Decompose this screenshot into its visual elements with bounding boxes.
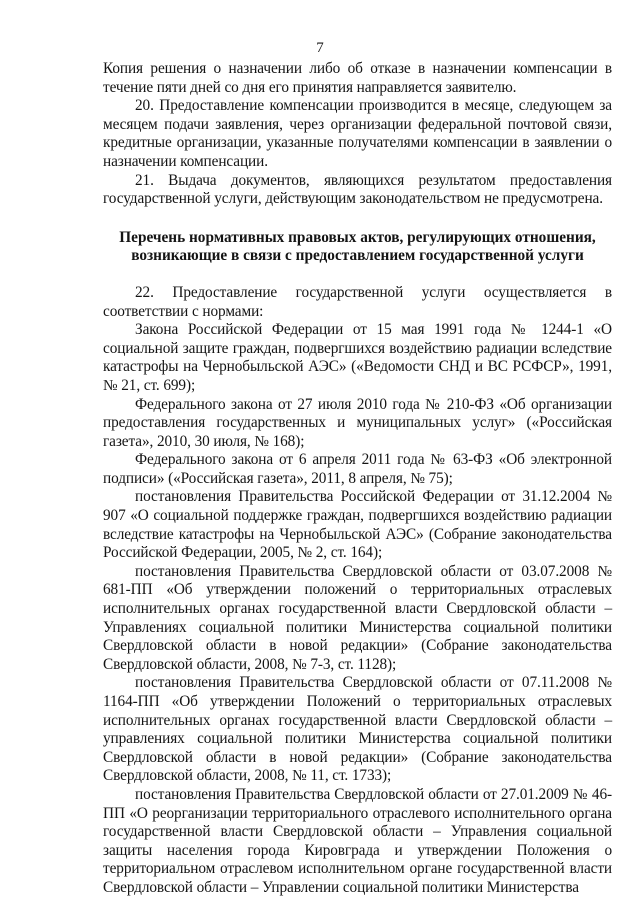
law-63-fz: Федерального закона от 6 апреля 2011 года № 63-ФЗ «Об электронной подписи» («Российская газета», 2011, 8 апреля, № 75); [103,451,612,487]
decree-1164-pp: постановления Правительства Свердловской области от 07.11.2008 № 1164-ПП «Об утверждении Положений о территориальных отраслевых исполнительных органах государственной власти Свердловской области – управлениях социальной политики Министерства социальной политики Свердловской области в новой редакции» (Собрание законодательства Свердловской области, 2008, № 11, ст. 1733); [103,674,612,785]
section-heading-line-1: Перечень нормативных правовых актов, регулирующих отношения, [119,228,596,246]
law-1244-1: Закона Российской Федерации от 15 мая 1991 года № 1244-1 «О социальной защите граждан, подвергшихся воздействию радиации вследствие катастрофы на Чернобыльской АЭС» («Ведомости СНД и ВС РСФСР», 1991, № 21, ст. 699); [103,321,612,394]
paragraph-copy-decision: Копия решения о назначении либо об отказе в назначении компенсации в течение пяти дней со дня его принятия направляется заявителю. [103,60,612,96]
decree-907: постановления Правительства Российской Федерации от 31.12.2004 № 907 «О социальной поддержке граждан, подвергшихся воздействию радиации вследствие катастрофы на Чернобыльской АЭС» (Собрание законодательства Российской Федерации, 2005, № 2, ст. 164); [103,488,612,562]
section-heading-line-2: возникающие в связи с предоставлением государственной услуги [131,247,584,265]
page-number: 7 [316,40,324,56]
section-heading [103,229,612,266]
paragraph-21: 21. Выдача документов, являющихся результатом предоставления государственной услуги, действующим законодательством не предусмотрена. [103,171,612,208]
decree-681-pp: постановления Правительства Свердловской области от 03.07.2008 № 681-ПП «Об утверждении положений о территориальных отраслевых исполнительных органах государственной власти Свердловской области – Управлениях социальной политики Министерства социальной политики Свердловской области в новой редакции» (Собрание законодательства Свердловской области, 2008, № 7-3, ст. 1128); [103,562,612,673]
law-210-fz: Федерального закона от 27 июля 2010 года № 210-ФЗ «Об организации предоставления государственных и муниципальных услуг» («Российская газета», 2010, 30 июля, № 168); [103,395,612,450]
document-body [103,60,612,898]
paragraph-20: 20. Предоставление компенсации производится в месяце, следующем за месяцем подачи заявления, через организации федеральной почтовой связи, кредитные организации, указанные получателями компенсации в заявлении о назначении компенсации. [103,97,612,170]
paragraph-22: 22. Предоставление государственной услуги осуществляется в соответствии с нормами: [103,283,612,320]
decree-46-pp: постановления Правительства Свердловской области от 27.01.2009 № 46-ПП «О реорганизации территориального отраслевого исполнительного органа государственной власти Свердловской области – Управления социальной защиты населения города Кировграда и утверждении Положения о территориальном отраслевом исполнительном органе государственной власти Свердловской области – Управлении социальной политики Министерства [103,785,612,896]
